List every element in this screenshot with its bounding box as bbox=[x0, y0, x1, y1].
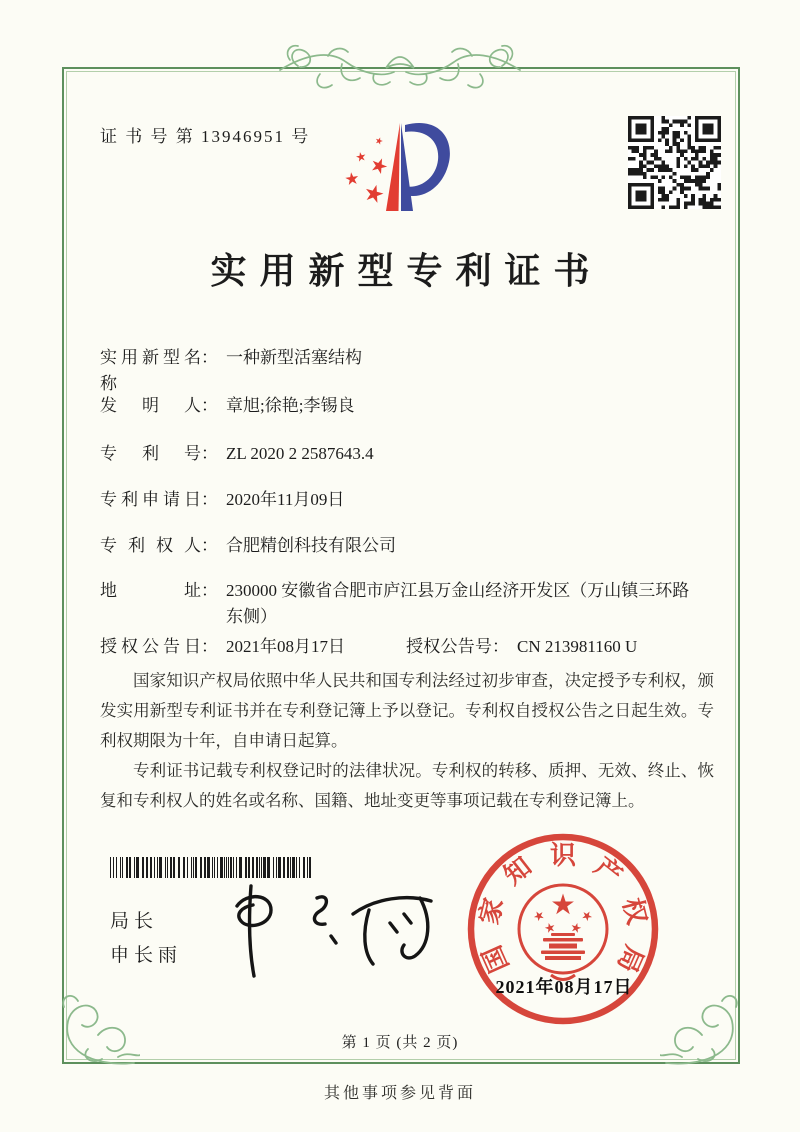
field-group-publication-number bbox=[406, 634, 637, 660]
qr-code bbox=[628, 116, 721, 209]
field-label: 专利申请日 bbox=[100, 490, 201, 509]
field-row-inventors bbox=[100, 393, 354, 419]
field-colon: ： bbox=[201, 581, 218, 600]
page-number: 第 1 页 (共 2 页) bbox=[341, 1035, 459, 1051]
cnipa-logo-icon bbox=[338, 110, 490, 246]
barcode bbox=[110, 857, 315, 878]
field-colon: ： bbox=[201, 637, 218, 656]
field-colon: ： bbox=[201, 396, 218, 415]
svg-text:国: 国 bbox=[477, 941, 515, 977]
svg-text:知: 知 bbox=[498, 851, 537, 891]
national-emblem-icon bbox=[519, 885, 607, 980]
field-colon: ： bbox=[201, 444, 218, 463]
official-name: 申长雨 bbox=[110, 945, 183, 966]
field-row-name bbox=[100, 345, 362, 397]
official-title: 局长 bbox=[110, 911, 159, 932]
legal-text-block bbox=[100, 666, 714, 816]
field-label: 地址 bbox=[100, 581, 201, 600]
back-note: 其他事项参见背面 bbox=[323, 1085, 476, 1102]
legal-paragraph-1: 国家知识产权局依照中华人民共和国专利法经过初步审查，决定授予专利权，颁发实用新型专利证书并在专利登记簿上予以登记。专利权自授权公告之日起生效。专利权期限为十年，自申请日起算。 bbox=[100, 671, 714, 750]
field-label: 专利权人 bbox=[100, 536, 201, 555]
field-row-filing-date bbox=[100, 487, 344, 513]
official-block bbox=[110, 905, 182, 973]
commissioner-signature-image bbox=[215, 878, 447, 986]
svg-text:产: 产 bbox=[589, 851, 628, 891]
field-label: 实用新型名称 bbox=[100, 348, 201, 393]
svg-text:识: 识 bbox=[549, 840, 577, 870]
field-row-patentee bbox=[100, 533, 396, 559]
field-colon: ： bbox=[201, 490, 218, 509]
field-value: 章旭;徐艳;李锡良 bbox=[226, 396, 355, 415]
field-label: 授权公告日 bbox=[100, 637, 201, 656]
certificate-number: 证 书 号 第 13946951 号 bbox=[100, 127, 311, 146]
field-value: 2020年11月09日 bbox=[226, 490, 345, 509]
field-row-grant bbox=[100, 634, 637, 660]
field-label: 专利号 bbox=[100, 444, 201, 463]
seal-date: 2021年08月17日 bbox=[495, 977, 633, 997]
certificate-title: 实用新型专利证书 bbox=[210, 251, 603, 291]
field-label: 发明人 bbox=[100, 396, 201, 415]
field-value: ZL 2020 2 2587643.4 bbox=[226, 444, 374, 463]
field-row-patent-number bbox=[100, 441, 374, 467]
field-colon: ： bbox=[201, 348, 218, 367]
field-colon: ： bbox=[492, 637, 509, 656]
svg-text:家: 家 bbox=[474, 895, 509, 928]
legal-paragraph-2: 专利证书记载专利权登记时的法律状况。专利权的转移、质押、无效、终止、恢复和专利权人的姓名或名称、国籍、地址变更等事项记载在专利登记簿上。 bbox=[100, 761, 714, 810]
field-label: 授权公告号 bbox=[406, 637, 492, 656]
field-value: 230000 安徽省合肥市庐江县万金山经济开发区（万山镇三环路东侧） bbox=[226, 581, 690, 626]
svg-text:局: 局 bbox=[611, 941, 649, 977]
field-colon: ： bbox=[201, 536, 218, 555]
top-border-ornament-icon bbox=[276, 34, 524, 96]
field-value: CN 213981160 U bbox=[517, 637, 638, 656]
field-row-address bbox=[100, 578, 696, 630]
field-value: 合肥精创科技有限公司 bbox=[226, 536, 396, 555]
field-value: 2021年08月17日 bbox=[226, 637, 345, 656]
svg-text:权: 权 bbox=[617, 895, 652, 928]
field-value: 一种新型活塞结构 bbox=[226, 348, 362, 367]
